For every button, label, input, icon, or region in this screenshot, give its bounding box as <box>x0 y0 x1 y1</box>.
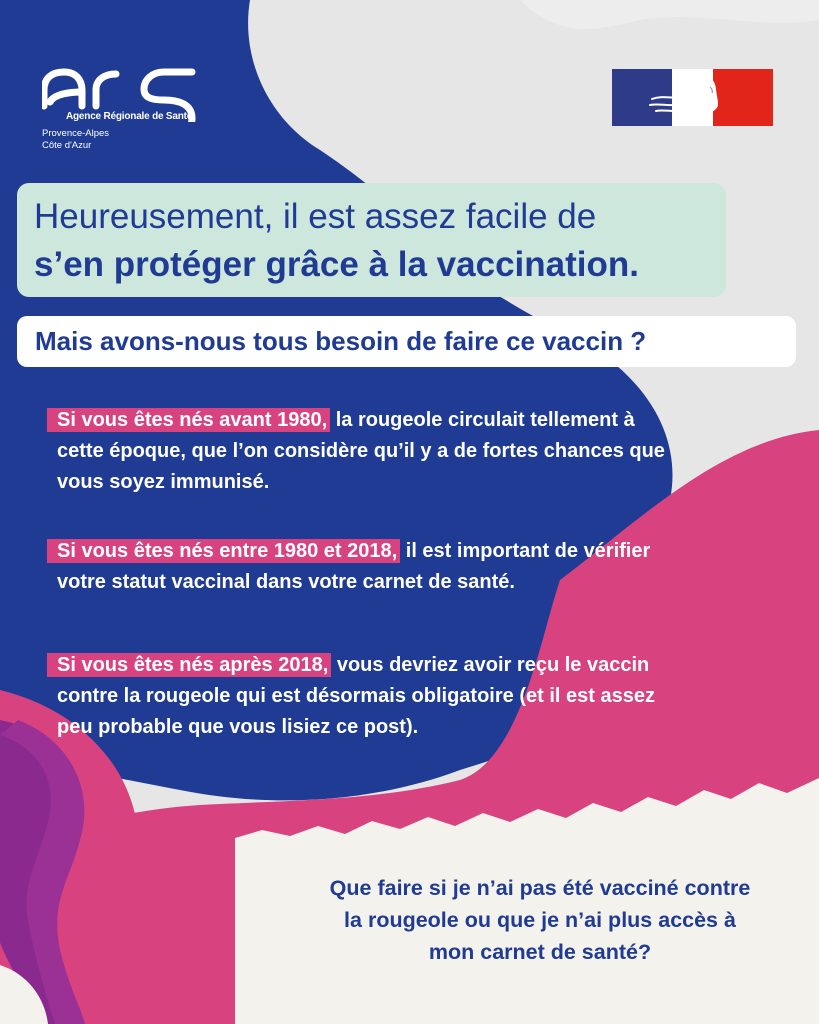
logo-agency-name: Agence Régionale de Santé <box>66 111 193 122</box>
logo-region-line1: Provence-Alpes <box>42 128 110 139</box>
headline-line1: Heureusement, il est assez facile de <box>34 197 597 236</box>
info-item-text: vous devriez avoir reçu le vaccin contre la rougeole qui est désormais obligatoire (et il est assez peu probable que vous lisiez ce post). <box>57 654 655 738</box>
headline-box <box>17 183 726 297</box>
info-item-text: la rougeole circulait tellement à cette époque, que l’on considère qu’il y a de fortes chances que vous soyez immunisé. <box>57 409 665 493</box>
info-item-highlight: Si vous êtes nés après 2018, <box>47 653 331 677</box>
info-item-1980-2018 <box>57 536 677 598</box>
logo-region-line2: Côte d'Azur <box>42 140 92 151</box>
headline-line2: s’en protéger grâce à la vaccination. <box>34 245 639 284</box>
info-item-after-2018 <box>57 650 677 743</box>
question-banner: Mais avons-nous tous besoin de faire ce vaccin ? <box>17 316 796 367</box>
ars-logo <box>42 62 242 172</box>
bottom-question: Que faire si je n’ai pas été vacciné contre la rougeole ou que je n’ai plus accès à mon carnet de santé? <box>329 876 751 964</box>
info-item-highlight: Si vous êtes nés avant 1980, <box>47 408 330 432</box>
marianne-flag-icon <box>612 69 773 126</box>
info-item-highlight: Si vous êtes nés entre 1980 et 2018, <box>47 539 400 563</box>
info-item-before-1980 <box>57 405 677 498</box>
info-item-text: il est important de vérifier votre statut vaccinal dans votre carnet de santé. <box>57 540 651 593</box>
